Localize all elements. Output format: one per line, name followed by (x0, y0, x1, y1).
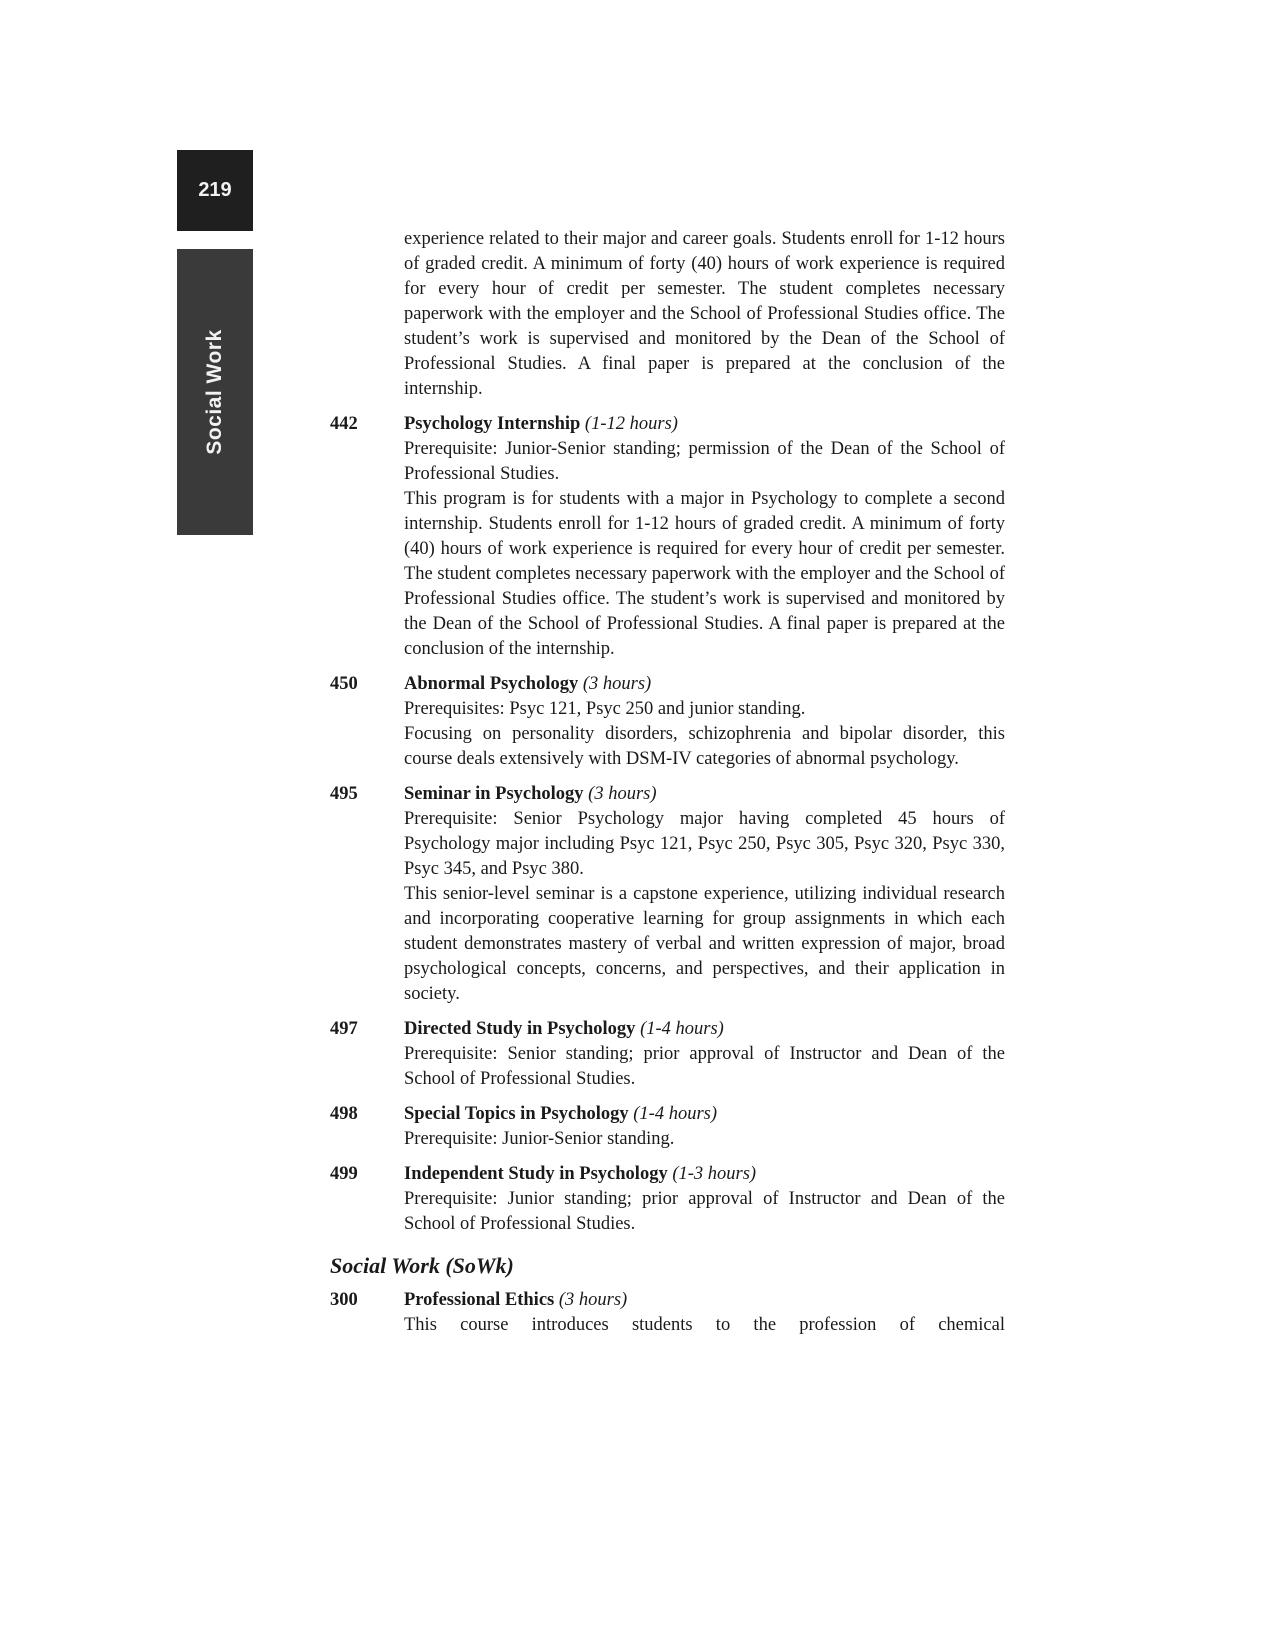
course-prerequisite: Prerequisite: Junior-Senior standing; permission of the Dean of the School of Professional Studies. (404, 439, 1005, 484)
course-heading (404, 1017, 1005, 1042)
course-hours: (3 hours) (582, 674, 652, 694)
course-number: 442 (330, 414, 358, 434)
social-work-course-list (330, 1288, 1005, 1338)
course-description: This program is for students with a major in Psychology to complete a second internship. Students enroll for 1-12 hours of graded credit. A minimum of forty (40) hours of work experience is required for every hour of credit per semester. The student completes necessary paperwork with the employer and the School of Professional Studies office. The student’s work is supervised and monitored by the Dean of the School of Professional Studies. A final paper is prepared at the conclusion of the internship. (404, 489, 1005, 659)
course-heading (404, 672, 1005, 697)
course-description: Focusing on personality disorders, schizophrenia and bipolar disorder, this course deals extensively with DSM-IV categories of abnormal psychology. (404, 724, 1005, 769)
course-entry (330, 1162, 1005, 1237)
course-title: Independent Study in Psychology (404, 1164, 668, 1184)
course-title: Abnormal Psychology (404, 674, 579, 694)
course-prerequisite: Prerequisite: Junior-Senior standing. (404, 1129, 675, 1149)
course-number: 495 (330, 784, 358, 804)
course-hours: (1-3 hours) (672, 1164, 757, 1184)
section-tab-label: Social Work (203, 329, 226, 455)
course-entry (330, 412, 1005, 662)
course-number: 498 (330, 1104, 358, 1124)
course-number: 300 (330, 1290, 358, 1310)
course-number: 497 (330, 1019, 358, 1039)
course-body (404, 1017, 1005, 1092)
course-entry (330, 782, 1005, 1007)
course-title: Special Topics in Psychology (404, 1104, 629, 1124)
course-heading (404, 1102, 1005, 1127)
course-body (404, 1102, 1005, 1152)
course-number: 499 (330, 1164, 358, 1184)
course-entry (330, 1102, 1005, 1152)
course-body (404, 1288, 1005, 1338)
course-hours: (3 hours) (558, 1290, 628, 1310)
course-prerequisite: Prerequisite: Senior standing; prior approval of Instructor and Dean of the School of Professional Studies. (404, 1044, 1005, 1089)
section-heading: Social Work (SoWk) (330, 1253, 514, 1278)
course-heading (404, 412, 1005, 437)
course-hours: (1-4 hours) (633, 1104, 718, 1124)
page-number-text: 219 (198, 179, 232, 201)
course-hours: (3 hours) (588, 784, 657, 804)
course-body (404, 1162, 1005, 1237)
course-title: Professional Ethics (404, 1290, 555, 1310)
course-entry (330, 1017, 1005, 1092)
section-tab (177, 249, 253, 535)
course-body (404, 672, 1005, 772)
course-number: 450 (330, 674, 358, 694)
page-number (177, 150, 253, 231)
course-body (404, 412, 1005, 662)
course-hours: (1-12 hours) (584, 414, 678, 434)
course-body (404, 782, 1005, 1007)
course-prerequisite: Prerequisite: Senior Psychology major having completed 45 hours of Psychology major including Psyc 121, Psyc 250, Psyc 305, Psyc 320, Psyc 330, Psyc 345, and Psyc 380. (404, 809, 1005, 879)
course-prerequisite: Prerequisites: Psyc 121, Psyc 250 and junior standing. (404, 699, 806, 719)
course-title: Seminar in Psychology (404, 784, 584, 804)
course-entry (330, 1288, 1005, 1338)
psychology-course-list (330, 412, 1005, 1237)
course-prerequisite: Prerequisite: Junior standing; prior approval of Instructor and Dean of the School of Professional Studies. (404, 1189, 1005, 1234)
course-description: This senior-level seminar is a capstone experience, utilizing individual research and incorporating cooperative learning for group assignments in which each student demonstrates mastery of verbal and written expression of major, broad psychological concepts, concerns, and perspectives, and their application in society. (404, 884, 1005, 1004)
page-content (330, 227, 1005, 1338)
course-heading (404, 1288, 1005, 1313)
course-hours: (1-4 hours) (640, 1019, 724, 1039)
intro-paragraph: experience related to their major and career goals. Students enroll for 1-12 hours of graded credit. A minimum of forty (40) hours of work experience is required for every hour of credit per semester. The student completes necessary paperwork with the employer and the School of Professional Studies office. The student’s work is supervised and monitored by the Dean of the School of Professional Studies. A final paper is prepared at the conclusion of the internship. (404, 229, 1005, 399)
course-heading (404, 1162, 1005, 1187)
course-description: This course introduces students to the profession of chemical (404, 1315, 1005, 1335)
course-title: Directed Study in Psychology (404, 1019, 636, 1039)
course-title: Psychology Internship (404, 414, 581, 434)
course-heading (404, 782, 1005, 807)
course-entry (330, 672, 1005, 772)
